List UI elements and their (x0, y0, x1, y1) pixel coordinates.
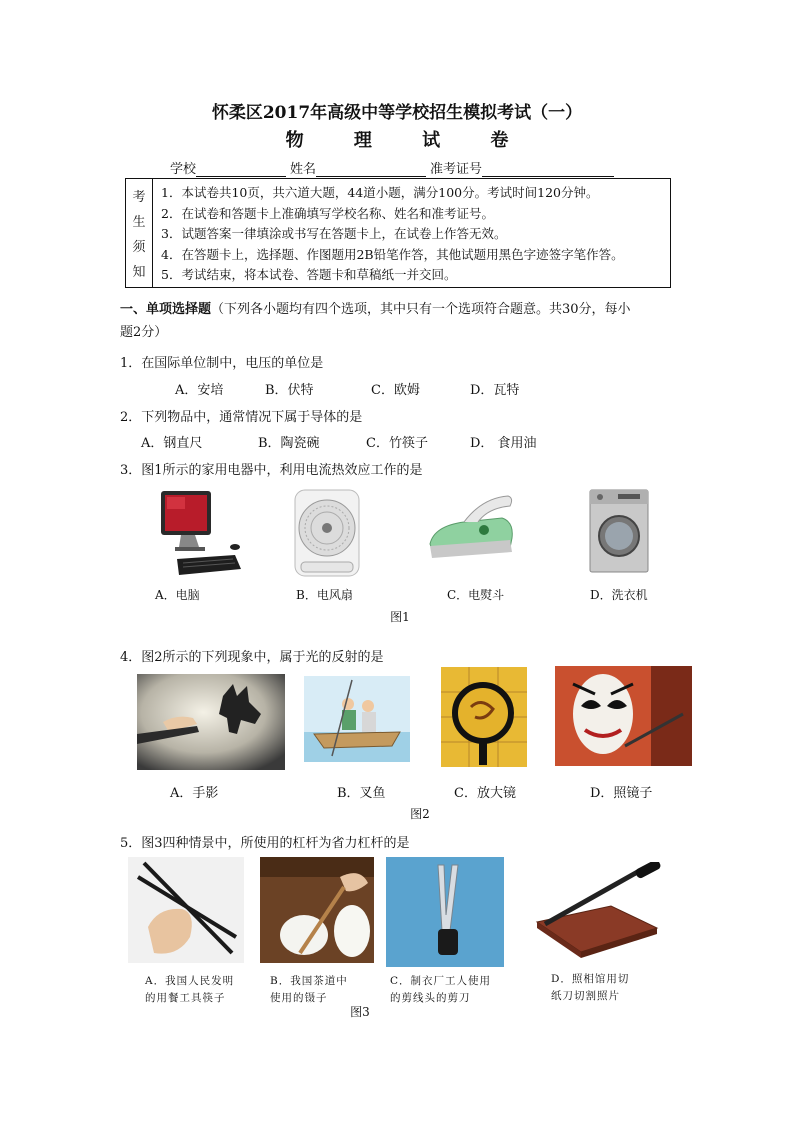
figure-2-label: 图2 (410, 807, 430, 821)
q4-option-d[interactable]: D．照镜子 (590, 786, 653, 801)
notice-side-char: 生 (132, 215, 146, 230)
school-blank (196, 162, 286, 177)
q1-option-c[interactable]: C．欧姆 (371, 383, 420, 398)
q5-option-a-line1: A．我国人民发明 (145, 975, 235, 987)
q5-option-b-line2: 使用的镊子 (270, 992, 328, 1004)
section-heading (120, 298, 680, 344)
notice-side-char: 考 (132, 190, 146, 205)
q4-option-c[interactable]: C．放大镜 (454, 786, 516, 801)
q2-option-c[interactable]: C．竹筷子 (366, 436, 428, 451)
question-5-stem: 5．图3四种情景中，所使用的杠杆为省力杠杆的是 (120, 836, 410, 851)
paper-cutter-image (531, 862, 663, 962)
exam-subtitle: 物 理 试 卷 (285, 130, 531, 151)
school-label: 学校 (170, 162, 197, 177)
exam-no-label: 准考证号 (430, 162, 483, 177)
notice-item: 5．考试结束，将本试卷、答题卡和草稿纸一并交回。 (161, 267, 457, 283)
notice-list (161, 183, 624, 286)
q5-option-c[interactable] (390, 973, 491, 1007)
q4-option-a[interactable]: A．手影 (170, 786, 219, 801)
q2-option-d[interactable]: D． 食用油 (470, 436, 537, 451)
notice-box (125, 178, 671, 288)
q3-option-d[interactable]: D．洗衣机 (590, 588, 648, 602)
question-3-stem: 3．图1所示的家用电器中，利用电流热效应工作的是 (120, 463, 423, 478)
figure-1-label: 图1 (390, 610, 410, 624)
q3-option-a[interactable]: A．电脑 (155, 588, 200, 602)
figure-3-label: 图3 (350, 1005, 370, 1019)
section-desc-2: 题2分） (120, 325, 168, 340)
chopsticks-image (128, 857, 244, 963)
notice-item: 1．本试卷共10页，共六道大题，44道小题，满分100分。考试时间120分钟。 (161, 185, 599, 200)
tea-tweezers-image (260, 857, 374, 963)
q5-option-b[interactable] (270, 973, 348, 1007)
q3-option-b[interactable]: B．电风扇 (296, 588, 353, 602)
question-4-stem: 4．图2所示的下列现象中，属于光的反射的是 (120, 650, 384, 665)
section-desc-1: （下列各小题均有四个选项，其中只有一个选项符合题意。共30分，每小 (211, 302, 631, 317)
notice-item: 2．在试卷和答题卡上准确填写学校名称、姓名和准考证号。 (161, 205, 494, 221)
q4-option-b[interactable]: B．叉鱼 (337, 786, 386, 801)
notice-item: 3．试题答案一律填涂或书写在答题卡上，在试卷上作答无效。 (161, 226, 507, 242)
notice-side-char: 须 (132, 240, 146, 255)
question-2-stem: 2．下列物品中，通常情况下属于导体的是 (120, 410, 363, 425)
notice-side-char: 知 (132, 265, 146, 280)
q1-option-b[interactable]: B．伏特 (265, 383, 314, 398)
q2-option-b[interactable]: B．陶瓷碗 (258, 436, 320, 451)
spear-fishing-image (304, 676, 410, 762)
washing-machine-image (588, 488, 652, 574)
q2-option-a[interactable]: A．钢直尺 (141, 436, 203, 451)
exam-no-blank (482, 162, 614, 177)
notice-side-label (126, 179, 153, 287)
electric-iron-image (424, 488, 520, 568)
name-blank (316, 162, 426, 177)
q1-option-a[interactable]: A．安培 (175, 383, 224, 398)
q5-option-c-line2: 的剪线头的剪刀 (390, 992, 471, 1004)
name-label: 姓名 (290, 162, 317, 177)
notice-item: 4．在答题卡上，选择题、作图题用2B铅笔作答，其他试题用黑色字迹签字笔作答。 (161, 246, 624, 262)
q5-option-b-line1: B．我国茶道中 (270, 975, 348, 987)
q5-option-a[interactable] (145, 973, 234, 1007)
q5-option-c-line1: C．制衣厂工人使用 (390, 975, 492, 987)
q5-option-d-line2: 纸刀切割照片 (551, 990, 620, 1002)
q5-option-a-line2: 的用餐工具筷子 (145, 992, 226, 1004)
hand-shadow-image (137, 674, 285, 770)
section-title: 一、单项选择题 (120, 302, 212, 317)
computer-image (155, 487, 245, 579)
student-info-line (170, 158, 618, 177)
q3-option-c[interactable]: C．电熨斗 (447, 588, 505, 602)
q1-option-d[interactable]: D．瓦特 (470, 383, 520, 398)
question-1-stem: 1．在国际单位制中，电压的单位是 (120, 356, 324, 371)
thread-scissors-image (386, 857, 504, 967)
q5-option-d[interactable] (551, 971, 629, 1005)
mirror-opera-image (555, 666, 692, 766)
exam-title: 怀柔区2017年高级中等学校招生模拟考试（一） (211, 103, 583, 123)
magnifier-image (441, 667, 527, 767)
electric-fan-image (293, 488, 361, 580)
q5-option-d-line1: D．照相馆用切 (551, 973, 630, 985)
